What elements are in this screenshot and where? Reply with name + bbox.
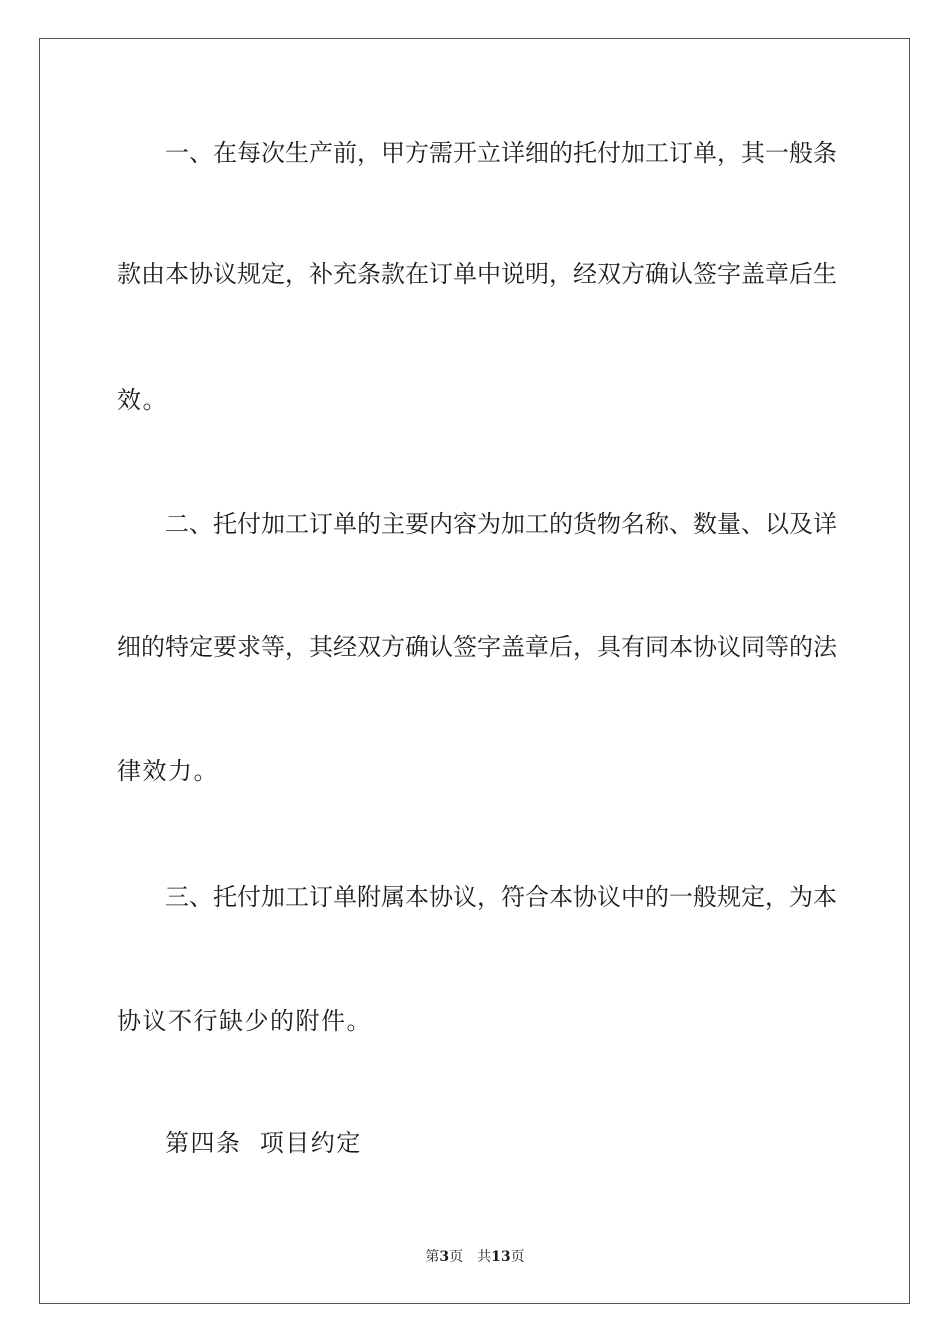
page-footer	[0, 1248, 950, 1266]
total-suffix: 页	[510, 1249, 525, 1265]
paragraph-2-line-1: 二、托付加工订单的主要内容为加工的货物名称、数量、以及详	[165, 510, 837, 538]
paragraph-2-line-2: 细的特定要求等，其经双方确认签字盖章后，具有同本协议同等的法	[117, 633, 837, 661]
page-prefix: 第	[425, 1249, 440, 1265]
total-pages: 13	[491, 1249, 511, 1265]
total-prefix: 共	[477, 1249, 492, 1265]
paragraph-1-line-2: 款由本协议规定，补充条款在订单中说明，经双方确认签字盖章后生	[117, 260, 837, 288]
page-number: 3	[439, 1249, 450, 1265]
paragraph-3-line-1: 三、托付加工订单附属本协议，符合本协议中的一般规定，为本	[165, 883, 837, 911]
page-suffix: 页	[449, 1249, 464, 1265]
section-heading: 第四条 项目约定	[165, 1129, 362, 1157]
page-border	[39, 38, 910, 1304]
paragraph-1-line-3: 效。	[117, 386, 168, 414]
paragraph-3-line-2: 协议不行缺少的附件。	[117, 1007, 372, 1035]
paragraph-2-line-3: 律效力。	[117, 757, 219, 785]
paragraph-1-line-1: 一、在每次生产前，甲方需开立详细的托付加工订单，其一般条	[165, 139, 837, 167]
